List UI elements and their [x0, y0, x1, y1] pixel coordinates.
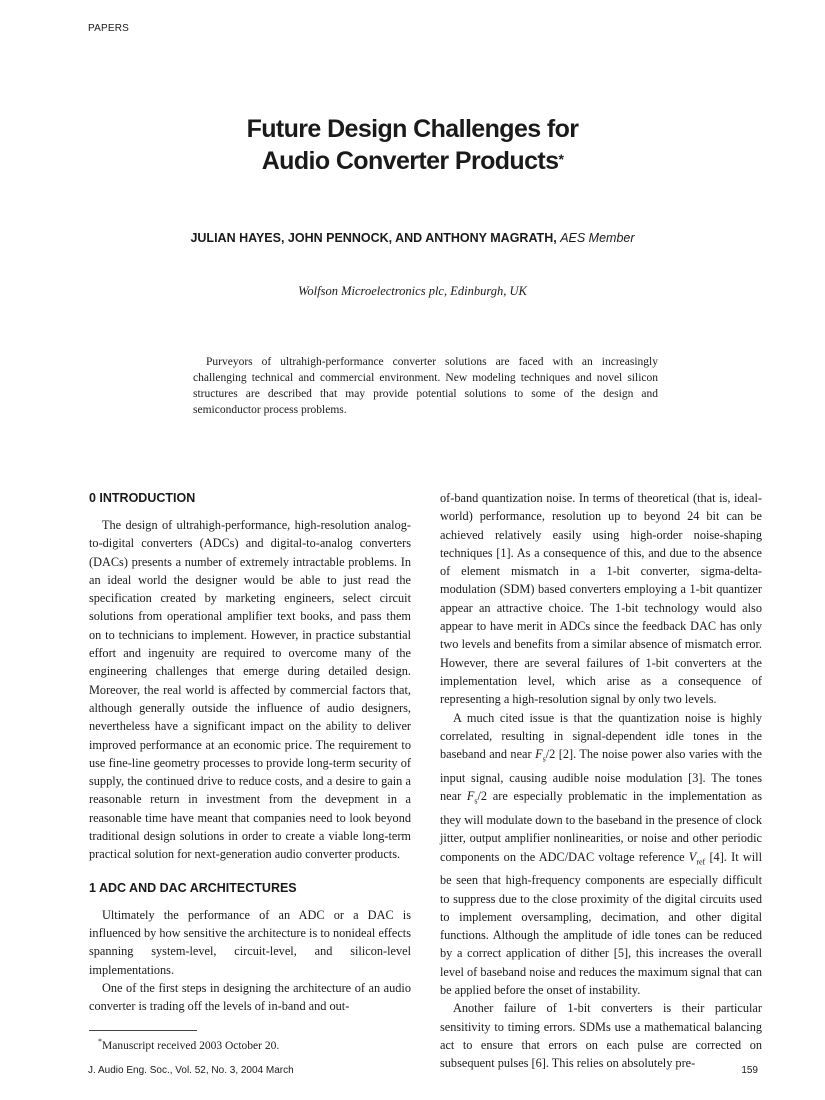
- journal-citation: J. Audio Eng. Soc., Vol. 52, No. 3, 2004 March: [88, 1065, 294, 1076]
- paragraph: Another failure of 1-bit converters is their particular sensitivity to timing errors. SDMs use a mathematical balancing act to ensure that errors on each pulse are corrected on subsequent pulses [6]. This relies on absolutely pre-: [440, 1001, 762, 1071]
- paragraph: Ultimately the performance of an ADC or a DAC is influenced by how sensitive the architecture is to nonideal effects spanning system-level, circuit-level, and silicon-level implementations.: [89, 907, 411, 977]
- title-line-2: Audio Converter Products: [261, 147, 559, 175]
- text-run: /2 [2]. The noise power also varies with the input signal, causing audible noise modulation [3]. The tones near: [440, 747, 763, 804]
- footnote-text: Manuscript received 2003 October 20.: [102, 1039, 280, 1052]
- author-names: JULIAN HAYES, JOHN PENNOCK, AND ANTHONY MAGRATH,: [190, 231, 557, 245]
- paper-title: [0, 113, 825, 177]
- section-heading-introduction: 0 INTRODUCTION: [89, 491, 196, 505]
- page-number: 159: [741, 1065, 758, 1076]
- paragraph: The design of ultrahigh-performance, high-resolution analog-to-digital converters (ADCs) and digital-to-analog converters (DACs) presents a number of extremely intractable problems. In an ideal world the designer would be able to just read the specification created by marketing engineers, select circuit solutions from operational amplifier text books, and pass them on to technicians to implement. However, in practice substantial effort and ingenuity are required to overcome many of the engineering challenges that emerge during detailed design. Moreover, the real world is affected by commercial factors that, although generally outside the influence of audio designers, nevertheless have a significant impact on the ability to deliver improved performance at an economic price. The requirement to use fine-line geometry processes to provide long-term security of supply, the continued drive to reduce costs, and a desire to gain a reasonable return in investment from the devepment in a reasonable time have meant that companies need to look beyond traditional design solutions in order to create a viable long-term practical solution for next-generation audio converter products.: [89, 518, 411, 862]
- running-head: PAPERS: [88, 23, 130, 34]
- paragraph: One of the first steps in designing the architecture of an audio converter is trading off the levels of in-band and out-: [89, 980, 411, 1014]
- vref-subscript: ref: [696, 857, 706, 866]
- abstract: Purveyors of ultrahigh-performance converter solutions are faced with an increasingly challenging technical and commercial environment. New modeling techniques and novel silicon structures are described that may provide potential solutions to some of the design and semiconductor process problems.: [193, 356, 658, 416]
- paragraph: [440, 709, 762, 1000]
- fs-subscript: s: [474, 796, 478, 806]
- vref-symbol: V: [688, 849, 697, 864]
- text-run: /2 are especially problematic in the implementation as they will modulate down to the baseband in the presence of clock jitter, output amplifier nonlinearities, or noise and other periodic components on the ADC/DAC voltage reference: [440, 789, 763, 864]
- footnote: [98, 1037, 279, 1052]
- title-footnote-mark: *: [558, 151, 564, 167]
- affiliation: Wolfson Microelectronics plc, Edinburgh, UK: [298, 284, 527, 298]
- section-heading-architectures: 1 ADC AND DAC ARCHITECTURES: [89, 880, 297, 895]
- text-run: [4]. It will be seen that high-frequency components are especially difficult to suppress due to the close proximity of the digital circuits used to implement oversampling, decimation, and other digital functions. Although the amplitude of idle tones can be reduced by a correct application of dither [5], this increases the overall level of baseband noise and reduces the maximum signal that can be applied before the onset of instability.: [440, 849, 762, 998]
- text-run: A much cited issue is that the quantization noise is highly correlated, resulting in signal-dependent idle tones in the baseband and near: [440, 710, 762, 762]
- footnote-mark: *: [98, 1037, 102, 1046]
- paragraph: of-band quantization noise. In terms of theoretical (that is, ideal-world) performance, resolution up to beyond 24 bit can be achieved relatively easily using high-order noise-shaping techniques [1]. As a consequence of this, and due to the absence of element mismatch in a 1-bit converter, sigma-delta-modulation (SDM) based converters employing a 1-bit quantizer appear an attractive choice. The 1-bit technology would also appear to have merit in ADCs since the feedback DAC has only two levels and benefits from a similar absence of mismatch error. However, there are several failures of 1-bit converters at the implementation level, which arise as a consequence of representing a high-resolution signal by only two levels.: [440, 491, 762, 707]
- fs-subscript: s: [542, 754, 546, 764]
- left-column: [89, 489, 411, 1015]
- author-line: [0, 231, 825, 245]
- title-line-1: Future Design Challenges for: [246, 115, 579, 143]
- footnote-rule: [89, 1030, 197, 1031]
- fs-symbol: F: [535, 747, 543, 762]
- author-membership: AES Member: [560, 231, 635, 245]
- fs-symbol: F: [466, 789, 475, 804]
- right-column: [440, 489, 762, 1073]
